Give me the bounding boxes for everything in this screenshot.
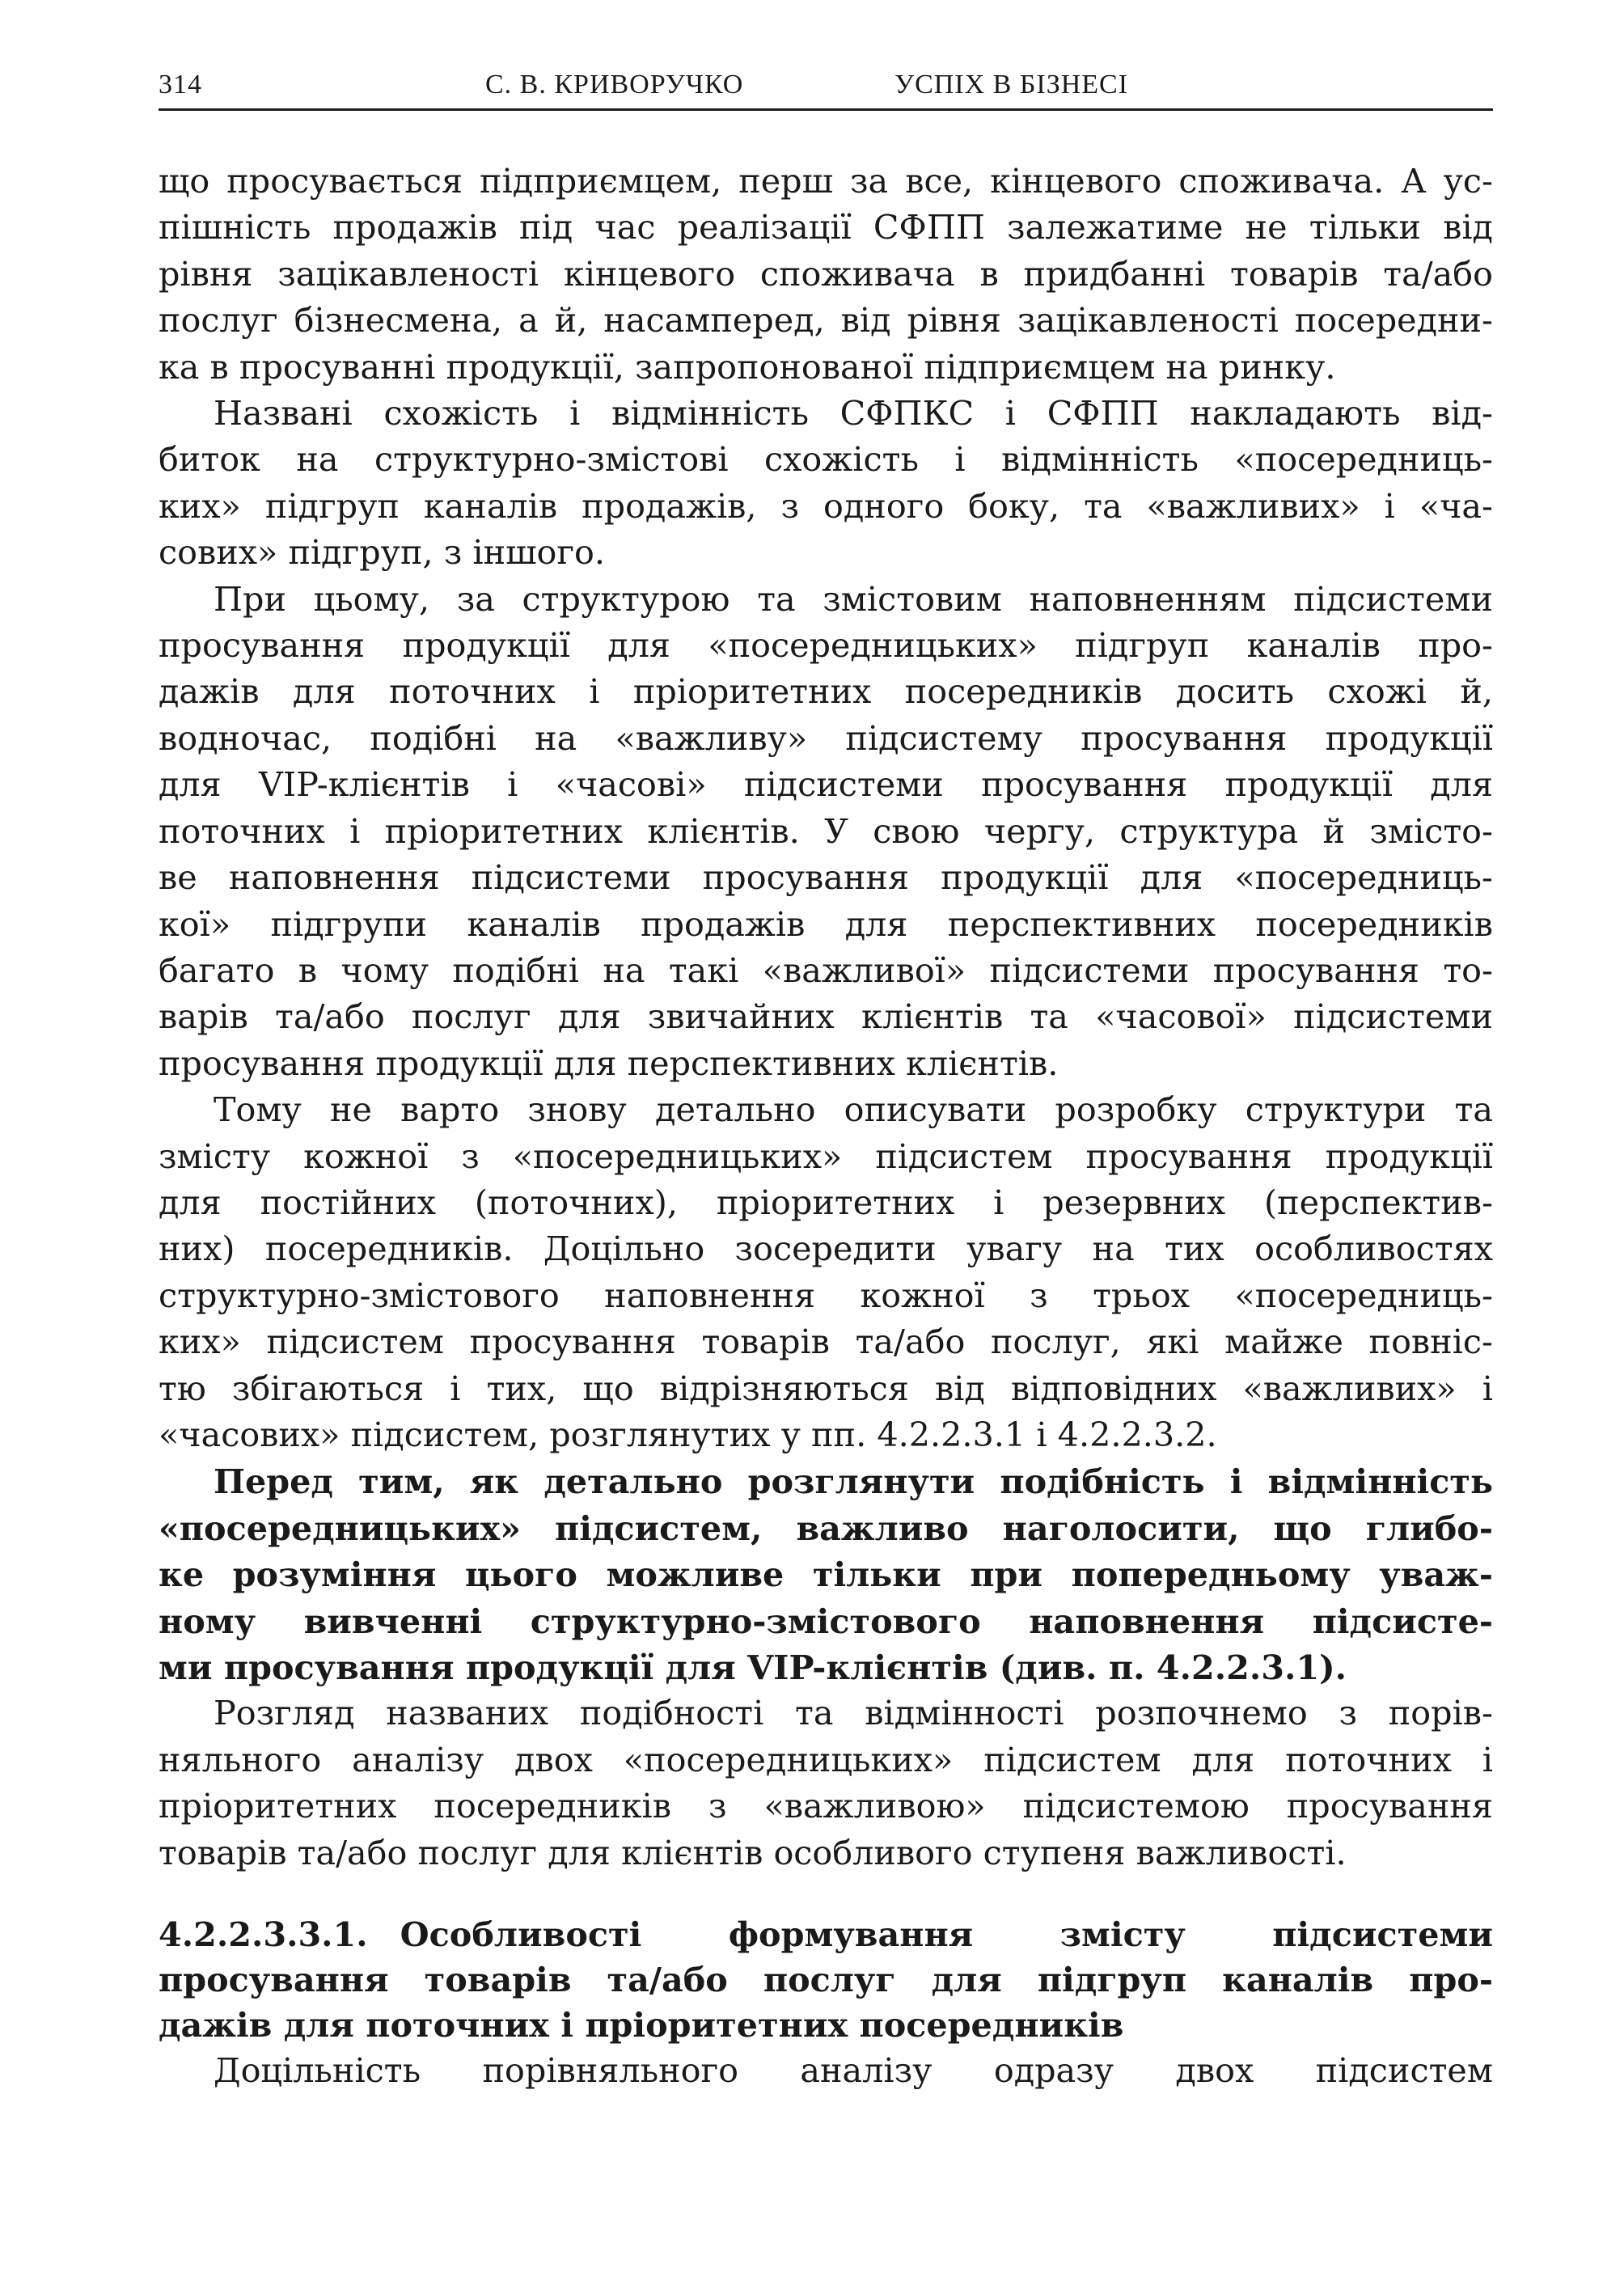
text-line: структурно-змістового наповнення кожної з трьох «посередниць- bbox=[159, 1276, 1493, 1315]
text-line: няльного аналізу двох «посередницьких» підсистем для поточних і bbox=[159, 1740, 1493, 1779]
text-line: послуг бізнесмена, а й, насамперед, від рівня зацікавленості посередни- bbox=[159, 301, 1493, 341]
text-line: пішність продажів під час реалізації СФПП залежатиме не тільки від bbox=[159, 208, 1493, 247]
text-line: При цьому, за структурою та змістовим наповненням підсистеми bbox=[214, 579, 1493, 619]
text-line: ких» підсистем просування товарів та/або послуг, які майже повніс- bbox=[159, 1322, 1493, 1362]
text-line: для постійних (поточних), пріоритетних і резервних (перспектив- bbox=[159, 1182, 1493, 1222]
text-line: биток на структурно-змістові схожість і відмінність «посередниць- bbox=[159, 440, 1493, 480]
text-line: Перед тим, як детально розглянути подібність і відмінність bbox=[214, 1462, 1493, 1502]
text-line: варів та/або послуг для звичайних клієнтів та «часової» підсистеми bbox=[159, 997, 1493, 1037]
text-line: Доцільність порівняльного аналізу одразу двох підсистем bbox=[214, 2051, 1493, 2091]
text-line: ми просування продукції для VIP-клієнтів (див. п. 4.2.2.3.1). bbox=[159, 1648, 1347, 1687]
text-line: просування продукції для «посередницьких» підгруп каналів про- bbox=[159, 626, 1493, 666]
text-line: ке розуміння цього можливе тільки при попередньому уваж- bbox=[159, 1555, 1493, 1595]
text-line: «посередницьких» підсистем, важливо наголосити, що глибо- bbox=[159, 1508, 1493, 1548]
text-line: для VIP-клієнтів і «часові» підсистеми просування продукції для bbox=[159, 765, 1493, 805]
page-number: 314 bbox=[159, 70, 202, 99]
text-line: ве наповнення підсистеми просування продукції для «посередниць- bbox=[159, 858, 1493, 898]
paragraph-6 bbox=[159, 1690, 1493, 1876]
text-line: товарів та/або послуг для клієнтів особливого ступеня важливості. bbox=[159, 1833, 1347, 1872]
text-line: ка в просуванні продукції, запропонованої підприємцем на ринку. bbox=[159, 347, 1336, 387]
paragraph-4 bbox=[159, 1087, 1493, 1458]
text-line: просування продукції для перспективних клієнтів. bbox=[159, 1043, 1059, 1083]
text-line: пріоритетних посередників з «важливою» підсистемою просування bbox=[159, 1787, 1493, 1826]
text-line: них) посередників. Доцільно зосередити увагу на тих особливостях bbox=[159, 1229, 1493, 1269]
heading-line: просування товарів та/або послуг для підгруп каналів про- bbox=[159, 1960, 1493, 2000]
text-line: поточних і пріоритетних клієнтів. У свою чергу, структура й змісто- bbox=[159, 811, 1493, 851]
header-author: С. В. КРИВОРУЧКО bbox=[485, 70, 744, 99]
text-line: Названі схожість і відмінність СФПКС і СФПП накладають від- bbox=[214, 394, 1493, 434]
body-text bbox=[159, 159, 1493, 2094]
text-line: змісту кожної з «посередницьких» підсистем просування продукції bbox=[159, 1136, 1493, 1176]
text-line: ких» підгруп каналів продажів, з одного боку, та «важливих» і «ча- bbox=[159, 486, 1493, 526]
heading-line bbox=[159, 1912, 1493, 1957]
text-line: тю збігаються і тих, що відрізняються від відповідних «важливих» і bbox=[159, 1369, 1493, 1408]
section-number: 4.2.2.3.3.1. bbox=[159, 1914, 368, 1955]
heading-line: дажів для поточних і пріоритетних посередників bbox=[159, 2005, 1124, 2046]
text-line: рівня зацікавленості кінцевого споживача в придбанні товарів та/або bbox=[159, 254, 1493, 294]
text-line: що просувається підприємцем, перш за все, кінцевого споживача. А ус- bbox=[159, 162, 1493, 201]
text-line: водночас, подібні на «важливу» підсистему просування продукції bbox=[159, 718, 1493, 758]
text-line: Розгляд названих подібності та відмінності розпочнемо з порів- bbox=[214, 1694, 1493, 1733]
text-line: «часових» підсистем, розглянутих у пп. 4.2.2.3.1 і 4.2.2.3.2. bbox=[159, 1415, 1217, 1454]
text-line: сових» підгруп, з іншого. bbox=[159, 533, 606, 573]
section-title-part: Особливості формування змісту підсистеми bbox=[400, 1914, 1493, 1955]
header-book-title: УСПІХ В БІЗНЕСІ bbox=[894, 70, 1129, 99]
text-line: дажів для поточних і пріоритетних посередників досить схожі й, bbox=[159, 672, 1493, 712]
text-line: кої» підгрупи каналів продажів для перспективних посередників bbox=[159, 904, 1493, 944]
running-header bbox=[159, 63, 1493, 111]
text-line: Тому не варто знову детально описувати розробку структури та bbox=[214, 1090, 1493, 1130]
text-line: багато в чому подібні на такі «важливої» підсистеми просування то- bbox=[159, 950, 1493, 990]
paragraph-final bbox=[159, 2048, 1493, 2094]
paragraph-3 bbox=[159, 577, 1493, 1087]
paragraph-emphasis bbox=[159, 1458, 1493, 1690]
paragraph-1 bbox=[159, 159, 1493, 391]
text-line: ному вивченні структурно-змістового наповнення підсисте- bbox=[159, 1601, 1493, 1641]
section-heading bbox=[159, 1912, 1493, 2048]
paragraph-2 bbox=[159, 391, 1493, 577]
